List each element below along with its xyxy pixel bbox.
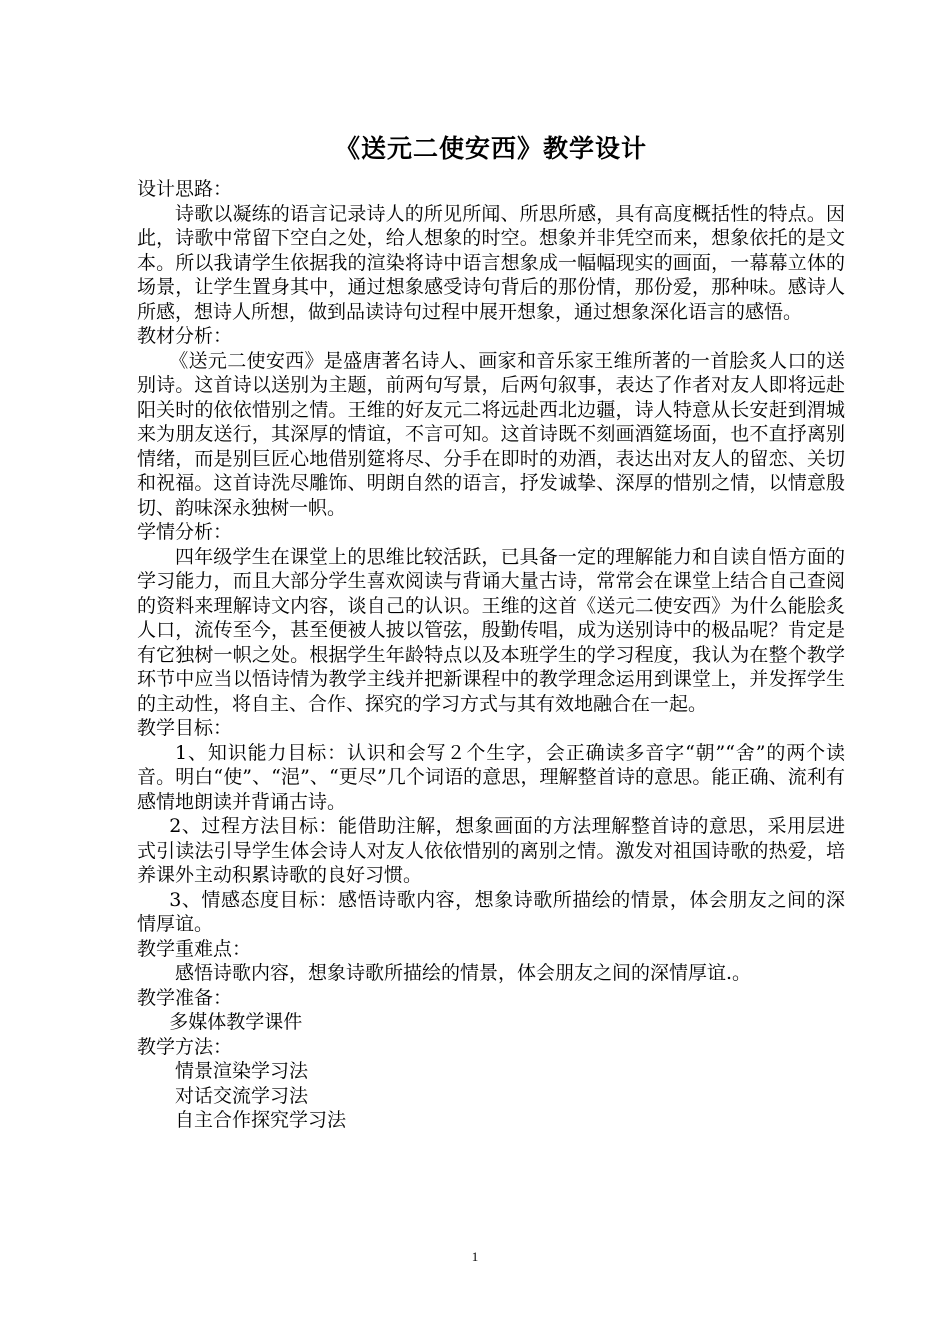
section-heading-preparation: 教学准备： [137, 986, 233, 1009]
method-item-3: 自主合作探究学习法 [175, 1109, 347, 1131]
paragraph-students: 四年级学生在课堂上的思维比较活跃，已具备一定的理解能力和自读自悟方面的学习能力，而且大部分学生喜欢阅读与背诵大量古诗，常常会在课堂上结合自己查阅的资料来理解诗文内容，谈自己的认识。王维的这首《送元二使安西》为什么能脍炙人口，流传至今，甚至便被人披以管弦，殷勤传唱，成为送别诗中的极品呢？肯定是有它独树一帜之处。根据学生年龄特点以及本班学生的学习程度，我认为在整个教学环节中应当以悟诗情为教学主线并把新课程中的教学理念运用到课堂上，并发挥学生的主动性，将自主、合作、探究的学习方式与其有效地融合在一起。 [137, 545, 845, 715]
page-number: 1 [471, 1249, 479, 1264]
paragraph-preparation: 多媒体教学课件 [169, 1011, 303, 1033]
document-body [137, 133, 845, 1133]
section-heading-students: 学情分析： [137, 521, 233, 543]
goal-item-3: 3、情感态度目标：感悟诗歌内容，想象诗歌所描绘的情景，体会朋友之间的深情厚谊。 [137, 888, 845, 935]
paragraph-material: 《送元二使安西》是盛唐著名诗人、画家和音乐家王维所著的一首脍炙人口的送别诗。这首诗以送别为主题，前两句写景，后两句叙事，表达了作者对友人即将远赴阳关时的依依惜别之情。王维的好友元二将远赴西北边疆，诗人特意从长安赶到渭城来为朋友送行，其深厚的情谊，不言可知。这首诗既不刻画酒筵场面，也不直抒离别情绪，而是别巨匠心地借别筵将尽、分手在即时的劝酒，表达出对友人的留恋、关切和祝福。这首诗洗尽雕饰、明朗自然的语言，抒发诚挚、深厚的惜别之情，以情意殷切、韵味深永独树一帜。 [137, 349, 845, 519]
goal-item-1: 1、知识能力目标：认识和会写２个生字，会正确读多音字“朝”“舍”的两个读音。明白“使”、“浥”、“更尽”几个词语的意思，理解整首诗的意思。能正确、流利有感情地朗读并背诵古诗。 [137, 741, 845, 813]
section-heading-material: 教材分析： [137, 325, 233, 347]
section-heading-goals: 教学目标： [137, 717, 233, 739]
document-title: 《送元二使安西》教学设计 [334, 134, 647, 163]
section-heading-key-points: 教学重难点： [137, 937, 252, 960]
method-item-2: 对话交流学习法 [175, 1084, 309, 1107]
section-heading-design-idea: 设计思路： [137, 178, 233, 200]
paragraph-key-points: 感悟诗歌内容，想象诗歌所描绘的情景，体会朋友之间的深情厚谊.。 [175, 962, 752, 984]
method-item-1: 情景渲染学习法 [175, 1060, 309, 1082]
goal-item-2: 2、过程方法目标：能借助注解，想象画面的方法理解整首诗的意思，采用层进式引读法引导学生体会诗人对友人依依惜别的离别之情。激发对祖国诗歌的热爱，培养课外主动积累诗歌的良好习惯。 [137, 815, 845, 886]
section-heading-methods: 教学方法： [137, 1035, 233, 1058]
paragraph-design-idea: 诗歌以凝练的语言记录诗人的所见所闻、所思所感，具有高度概括性的特点。因此，诗歌中常留下空白之处，给人想象的时空。想象并非凭空而来，想象依托的是文本。所以我请学生依据我的渲染将诗中语言想象成一幅幅现实的画面，一幕幕立体的场景，让学生置身其中，通过想象感受诗句背后的那份情，那份爱，那种味。感诗人所感，想诗人所想，做到品读诗句过程中展开想象，通过想象深化语言的感悟。 [137, 202, 845, 323]
